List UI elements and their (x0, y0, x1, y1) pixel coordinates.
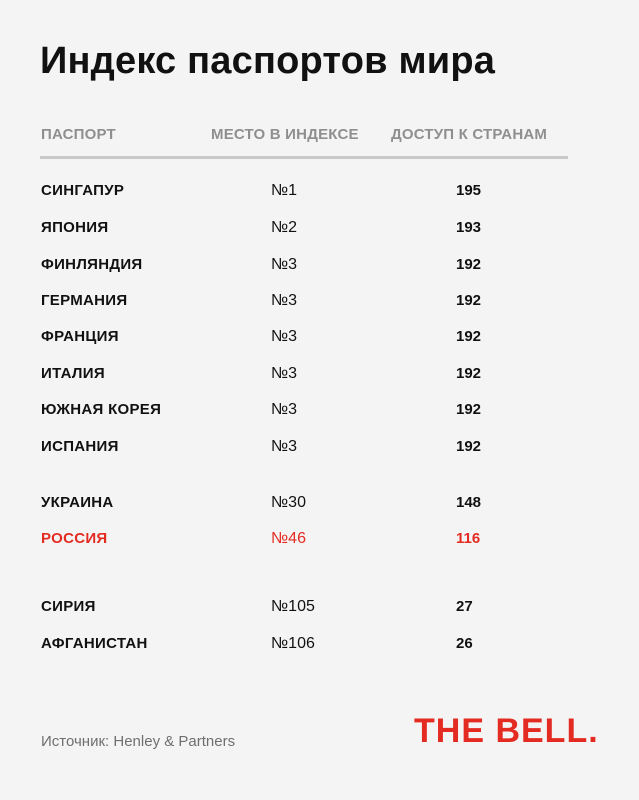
country-name: СИНГАПУР (41, 182, 125, 199)
index-rank: №46 (271, 530, 306, 547)
countries-access: 192 (456, 328, 482, 345)
countries-access: 26 (456, 635, 473, 652)
table-row (0, 399, 639, 421)
country-name: ИТАЛИЯ (41, 365, 105, 382)
countries-access: 192 (456, 292, 482, 309)
table-row-highlighted (0, 528, 639, 550)
table-row (0, 217, 639, 239)
table-row (0, 596, 639, 618)
table-row (0, 254, 639, 276)
country-name: ФРАНЦИЯ (41, 328, 119, 345)
countries-access: 193 (456, 219, 482, 236)
countries-access: 192 (456, 401, 482, 418)
index-rank: №106 (271, 635, 315, 652)
index-rank: №3 (271, 401, 298, 418)
table-row (0, 180, 639, 202)
index-rank: №105 (271, 598, 315, 615)
countries-access: 192 (456, 256, 482, 273)
table-row (0, 363, 639, 385)
column-header-rank: МЕСТО В ИНДЕКСЕ (211, 126, 359, 143)
country-name: АФГАНИСТАН (41, 635, 148, 652)
index-rank: №3 (271, 328, 298, 345)
country-name: ГЕРМАНИЯ (41, 292, 128, 309)
country-name: УКРАИНА (41, 494, 114, 511)
index-rank: №3 (271, 256, 298, 273)
table-row (0, 492, 639, 514)
column-header-passport: ПАСПОРТ (41, 126, 116, 143)
countries-access: 192 (456, 365, 482, 382)
index-rank: №3 (271, 292, 298, 309)
index-rank: №2 (271, 219, 298, 236)
country-name: ЮЖНАЯ КОРЕЯ (41, 401, 162, 418)
index-rank: №3 (271, 438, 298, 455)
table-row (0, 633, 639, 655)
country-name: ИСПАНИЯ (41, 438, 119, 455)
table-row (0, 326, 639, 348)
countries-access: 192 (456, 438, 482, 455)
country-name: ФИНЛЯНДИЯ (41, 256, 143, 273)
index-rank: №30 (271, 494, 306, 511)
header-divider (40, 156, 568, 159)
country-name: РОССИЯ (41, 530, 108, 547)
index-rank: №1 (271, 182, 298, 199)
page-title: Индекс паспортов мира (40, 40, 496, 82)
countries-access: 116 (456, 530, 481, 547)
country-name: ЯПОНИЯ (41, 219, 109, 236)
countries-access: 148 (456, 494, 482, 511)
source-note: Источник: Henley & Partners (41, 733, 236, 750)
table-row (0, 436, 639, 458)
countries-access: 195 (456, 182, 482, 199)
column-header-access: ДОСТУП К СТРАНАМ (391, 126, 548, 143)
index-rank: №3 (271, 365, 298, 382)
country-name: СИРИЯ (41, 598, 96, 615)
the-bell-logo: THE BELL. (414, 712, 599, 750)
table-row (0, 290, 639, 312)
countries-access: 27 (456, 598, 473, 615)
